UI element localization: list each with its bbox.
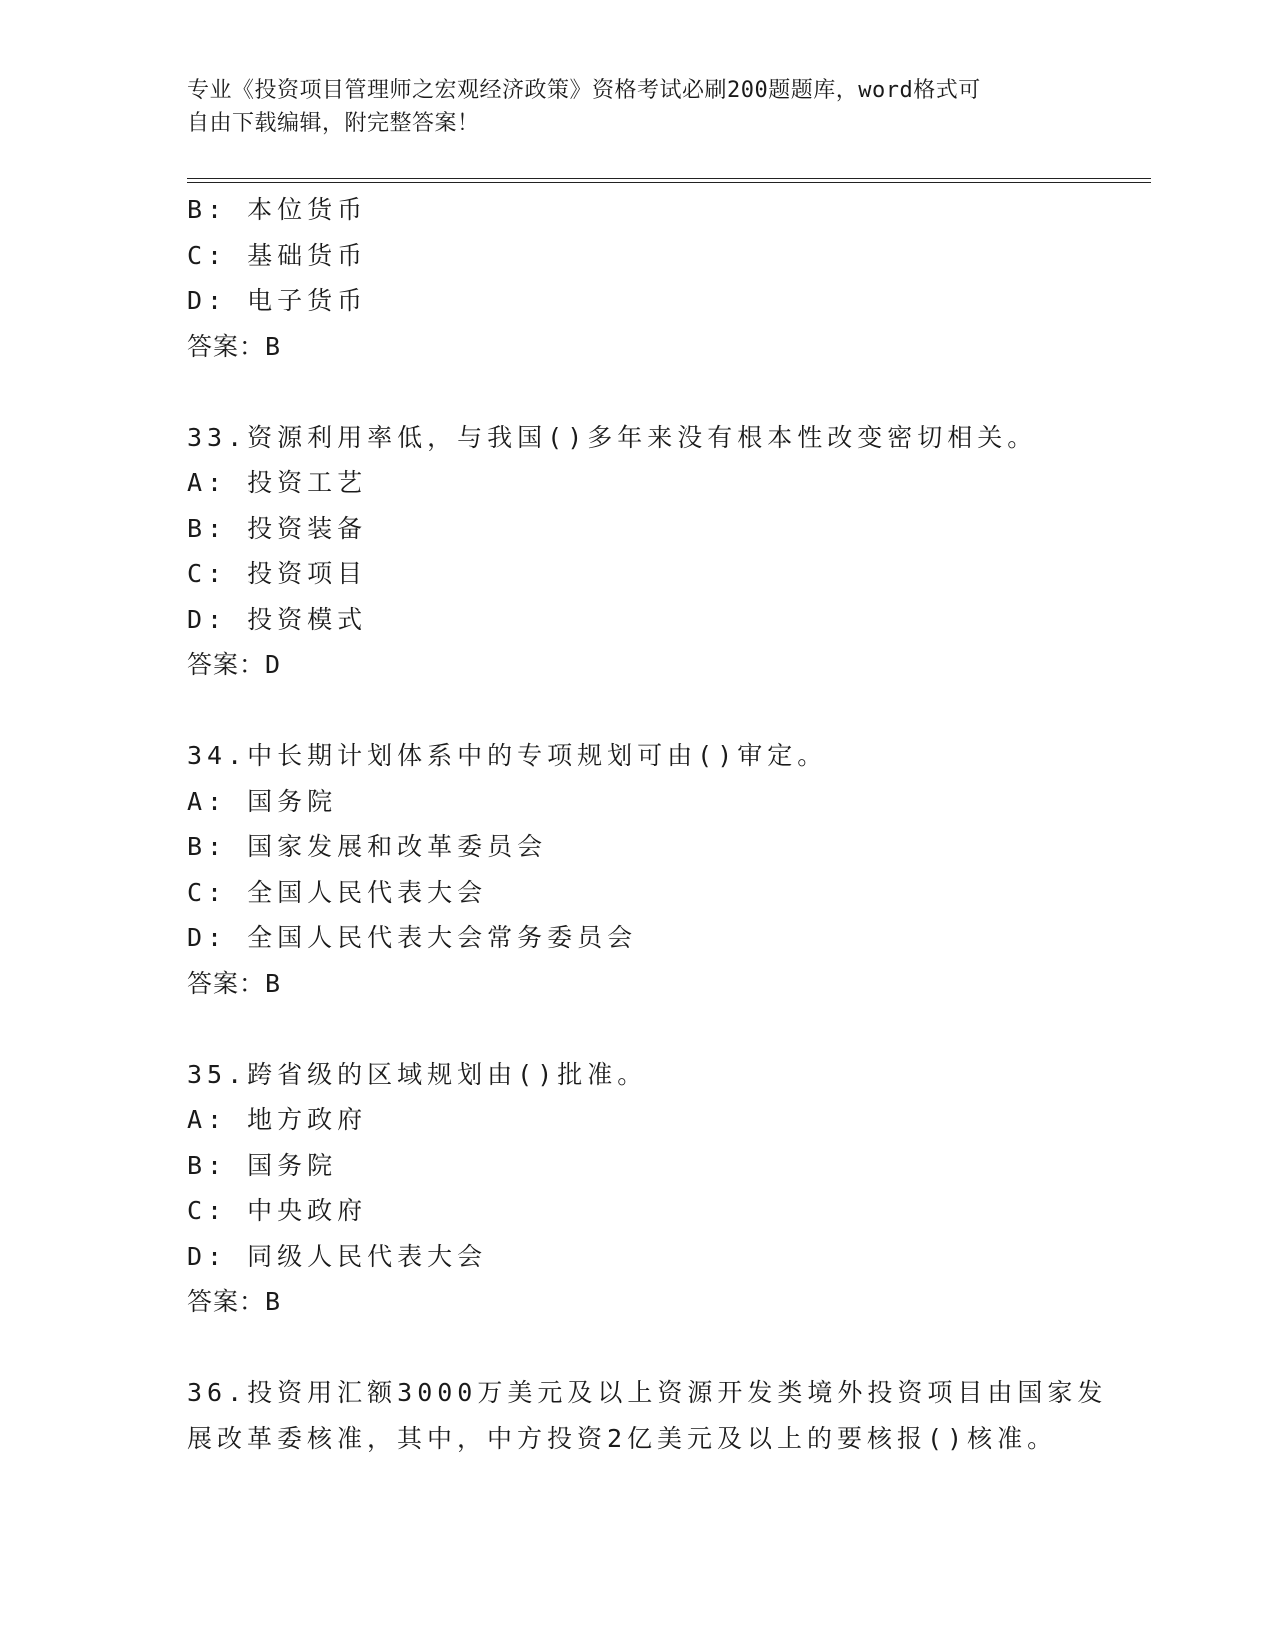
option-d: D: 同级人民代表大会 bbox=[187, 1241, 488, 1271]
question-text: 34.中长期计划体系中的专项规划可由()审定。 bbox=[187, 741, 828, 770]
option-a: A: 国务院 bbox=[187, 786, 338, 816]
question-text-line-1: 36.投资用汇额3000万美元及以上资源开发类境外投资项目由国家发 bbox=[187, 1378, 1108, 1407]
question-text: 35.跨省级的区域规划由()批准。 bbox=[187, 1059, 648, 1089]
option-a: A: 地方政府 bbox=[187, 1105, 368, 1134]
document-header bbox=[187, 74, 1067, 140]
option-b: B: 国家发展和改革委员会 bbox=[187, 832, 548, 861]
header-line-2: 自由下载编辑，附完整答案！ bbox=[187, 111, 480, 136]
option-c: C: 投资项目 bbox=[187, 559, 368, 588]
question-text-line-2: 展改革委核准，其中，中方投资2亿美元及以上的要核报()核准。 bbox=[187, 1423, 1058, 1453]
option-b: B: 本位货币 bbox=[187, 195, 368, 224]
header-divider-bottom bbox=[187, 182, 1151, 183]
question-32-continued bbox=[187, 187, 1107, 369]
answer: 答案：B bbox=[187, 1287, 282, 1316]
question-35 bbox=[187, 1052, 1107, 1325]
option-d: D: 投资模式 bbox=[187, 604, 368, 634]
option-b: B: 国务院 bbox=[187, 1150, 338, 1180]
question-33 bbox=[187, 415, 1107, 688]
answer: 答案：D bbox=[187, 650, 282, 679]
option-b: B: 投资装备 bbox=[187, 513, 368, 543]
option-c: C: 全国人民代表大会 bbox=[187, 877, 488, 907]
question-text: 33.资源利用率低，与我国()多年来没有根本性改变密切相关。 bbox=[187, 422, 1038, 452]
answer: 答案：B bbox=[187, 968, 282, 998]
question-list bbox=[187, 187, 1107, 1461]
option-d: D: 全国人民代表大会常务委员会 bbox=[187, 923, 638, 952]
option-c: C: 中央政府 bbox=[187, 1196, 368, 1225]
option-c: C: 基础货币 bbox=[187, 240, 368, 270]
header-line-1: 专业《投资项目管理师之宏观经济政策》资格考试必刷200题题库，word格式可 bbox=[187, 78, 981, 103]
question-34 bbox=[187, 733, 1107, 1006]
answer: 答案：B bbox=[187, 331, 282, 361]
option-a: A: 投资工艺 bbox=[187, 468, 368, 497]
option-d: D: 电子货币 bbox=[187, 286, 368, 315]
header-divider-top bbox=[187, 178, 1151, 179]
question-36 bbox=[187, 1370, 1107, 1461]
